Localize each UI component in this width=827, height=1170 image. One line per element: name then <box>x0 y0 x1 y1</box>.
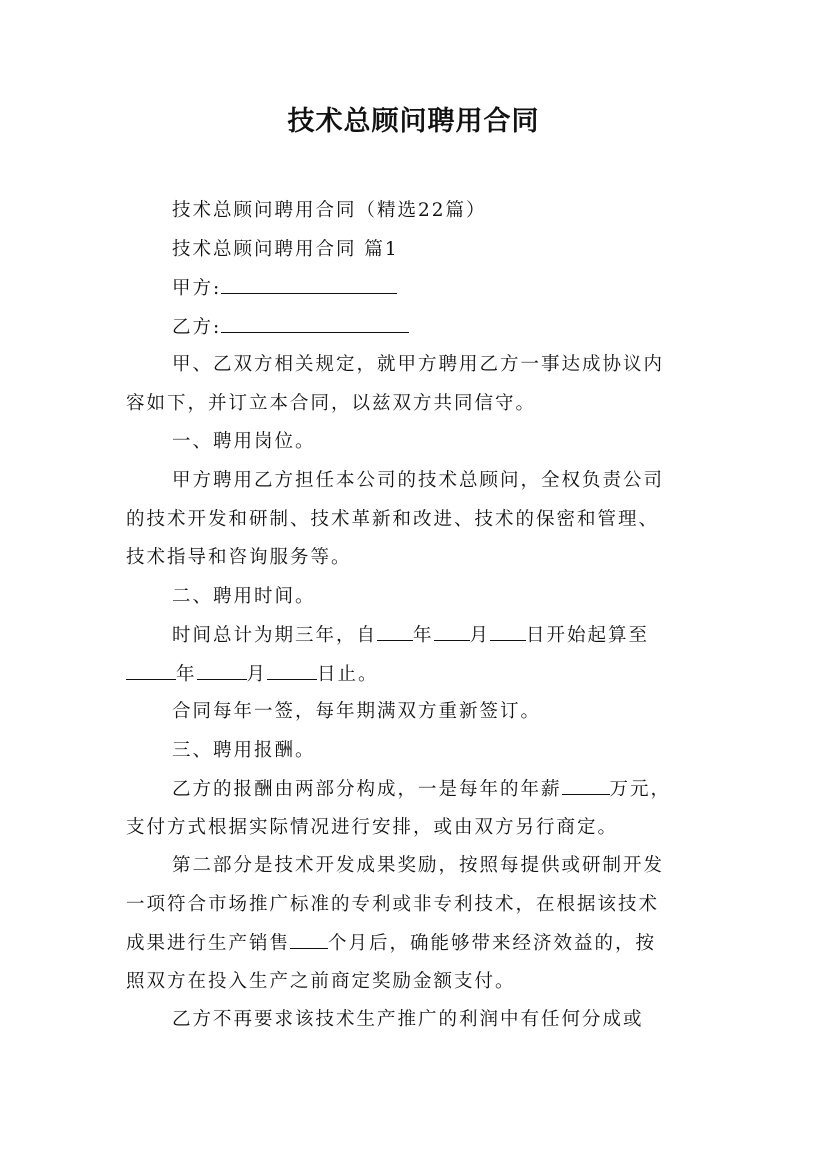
start-year-blank <box>377 620 413 641</box>
text: 年 <box>413 625 434 646</box>
party-b-line <box>172 312 772 343</box>
salary-blank <box>562 774 610 795</box>
text: 乙方不再要求该技术生产推广的利润中有任何分成或 <box>172 1009 644 1030</box>
paragraph-line <box>126 505 726 535</box>
party-b-label: 乙方: <box>172 317 222 338</box>
paragraph-line <box>126 389 726 419</box>
clause-heading <box>172 736 772 766</box>
text: 技术总顾问聘用合同 篇1 <box>172 239 399 260</box>
party-b-blank <box>221 312 409 333</box>
text: 第二部分是技术开发成果奖励，按照每提供或研制开发 <box>172 855 665 876</box>
salary-line <box>172 774 772 805</box>
months-blank <box>290 928 328 949</box>
start-day-blank <box>490 620 526 641</box>
start-month-blank <box>434 620 470 641</box>
text: 时间总计为期三年，自 <box>172 625 378 646</box>
text: 年 <box>176 664 197 685</box>
text: 月 <box>469 625 491 646</box>
paragraph-line <box>172 1005 772 1035</box>
text: 合同每年一签，每年期满双方重新签订。 <box>172 701 542 722</box>
text: 日开始起算至 <box>526 625 650 646</box>
text: 三、聘用报酬。 <box>172 740 316 761</box>
text: 二、聘用时间。 <box>172 586 316 607</box>
party-a-blank <box>221 273 397 294</box>
end-month-blank <box>197 659 247 680</box>
text: 技术总顾问聘用合同（精选22篇） <box>172 200 487 221</box>
paragraph-line <box>126 967 726 997</box>
paragraph-line <box>172 466 772 496</box>
clause-heading <box>172 427 772 457</box>
paragraph-line <box>126 928 726 959</box>
text: 甲、乙双方相关规定，就甲方聘用乙方一事达成协议内 <box>172 354 665 375</box>
term-line <box>126 659 726 690</box>
text: 月 <box>246 664 268 685</box>
document-title: 技术总顾问聘用合同 <box>287 106 540 137</box>
subtitle-line <box>172 196 772 226</box>
text: 甲方聘用乙方担任本公司的技术总顾问，全权负责公司 <box>172 470 665 491</box>
paragraph-line <box>172 350 772 380</box>
clause-heading <box>172 582 772 612</box>
text: 乙方的报酬由两部分构成，一是每年的年薪 <box>172 779 562 800</box>
party-a-line <box>172 273 772 304</box>
text: 技术指导和咨询服务等。 <box>126 547 352 568</box>
paragraph-line <box>126 890 726 920</box>
end-day-blank <box>267 659 317 680</box>
end-year-blank <box>126 659 176 680</box>
text: 支付方式根据实际情况进行安排，或由双方另行商定。 <box>126 817 619 838</box>
paragraph-line <box>126 543 726 573</box>
text: 的技术开发和研制、技术革新和改进、技术的保密和管理、 <box>126 509 660 530</box>
text: 日止。 <box>317 664 379 685</box>
paragraph-line <box>172 851 772 881</box>
text: 个月后，确能够带来经济效益的，按 <box>328 933 657 954</box>
text: 容如下，并订立本合同，以兹双方共同信守。 <box>126 393 537 414</box>
paragraph-line <box>126 813 726 843</box>
party-a-label: 甲方: <box>172 278 222 299</box>
section-heading <box>172 235 772 265</box>
text: 一、聘用岗位。 <box>172 431 316 452</box>
term-line <box>172 620 772 651</box>
text: 一项符合市场推广标准的专利或非专利技术，在根据该技术 <box>126 894 660 915</box>
text: 成果进行生产销售 <box>126 933 291 954</box>
text: 照双方在投入生产之前商定奖励金额支付。 <box>126 971 516 992</box>
text: 万元， <box>609 779 672 800</box>
paragraph-line <box>172 697 772 727</box>
